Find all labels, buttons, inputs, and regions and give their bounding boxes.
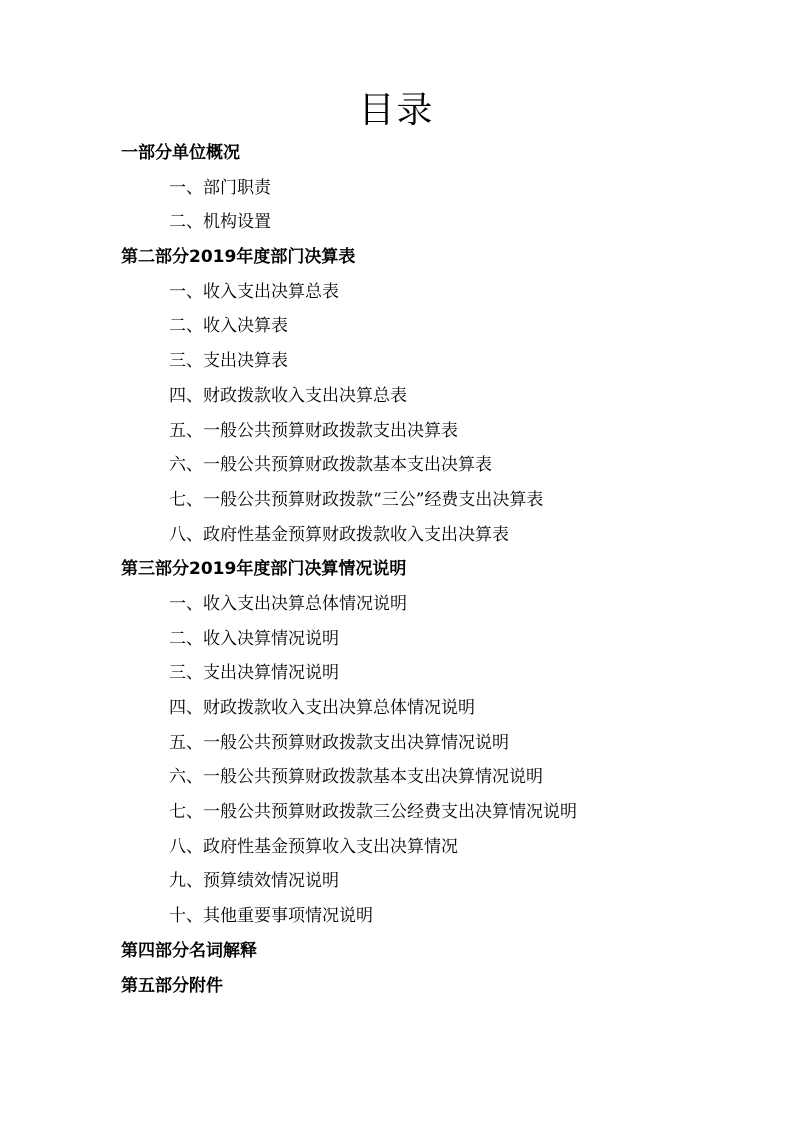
toc-item: 二、收入决算情况说明 [169,628,339,649]
toc-item: 八、政府性基金预算收入支出决算情况 [169,836,458,857]
toc-item: 五、一般公共预算财政拨款支出决算情况说明 [169,732,509,753]
toc-item: 九、预算绩效情况说明 [169,871,339,892]
toc-section-heading: 第二部分2019年度部门决算表 [121,247,356,268]
page-title: 目录 [358,90,435,131]
toc-section-heading: 一部分单位概况 [121,143,240,163]
toc-item: 五、一般公共预算财政拨款支出决算表 [169,420,458,441]
toc-item: 四、财政拨款收入支出决算总表 [169,385,407,406]
toc-item: 四、财政拨款收入支出决算总体情况说明 [169,698,475,718]
toc-item: 八、政府性基金预算财政拨款收入支出决算表 [169,524,509,545]
toc-item: 二、收入决算表 [169,316,288,337]
toc-section-heading: 第五部分附件 [121,975,223,996]
toc-item: 七、一般公共预算财政拨款三公经费支出决算情况说明 [169,802,577,823]
toc-item: 一、收入支出决算总体情况说明 [169,593,407,614]
toc-item: 二、机构设置 [169,212,271,233]
toc-section-heading: 第四部分名词解释 [121,940,257,961]
toc-item: 七、一般公共预算财政拨款“三公”经费支出决算表 [169,489,544,510]
toc-item: 三、支出决算表 [169,351,288,372]
toc-item: 十、其他重要事项情况说明 [169,906,373,927]
toc-section-heading: 第三部分2019年度部门决算情况说明 [121,559,407,580]
toc-item: 三、支出决算情况说明 [169,663,339,684]
toc-item: 六、一般公共预算财政拨款基本支出决算表 [169,455,492,476]
toc-item: 一、部门职责 [169,177,271,198]
table-of-contents [0,136,793,1003]
toc-item: 一、收入支出决算总表 [169,281,339,302]
toc-item: 六、一般公共预算财政拨款基本支出决算情况说明 [169,767,543,788]
